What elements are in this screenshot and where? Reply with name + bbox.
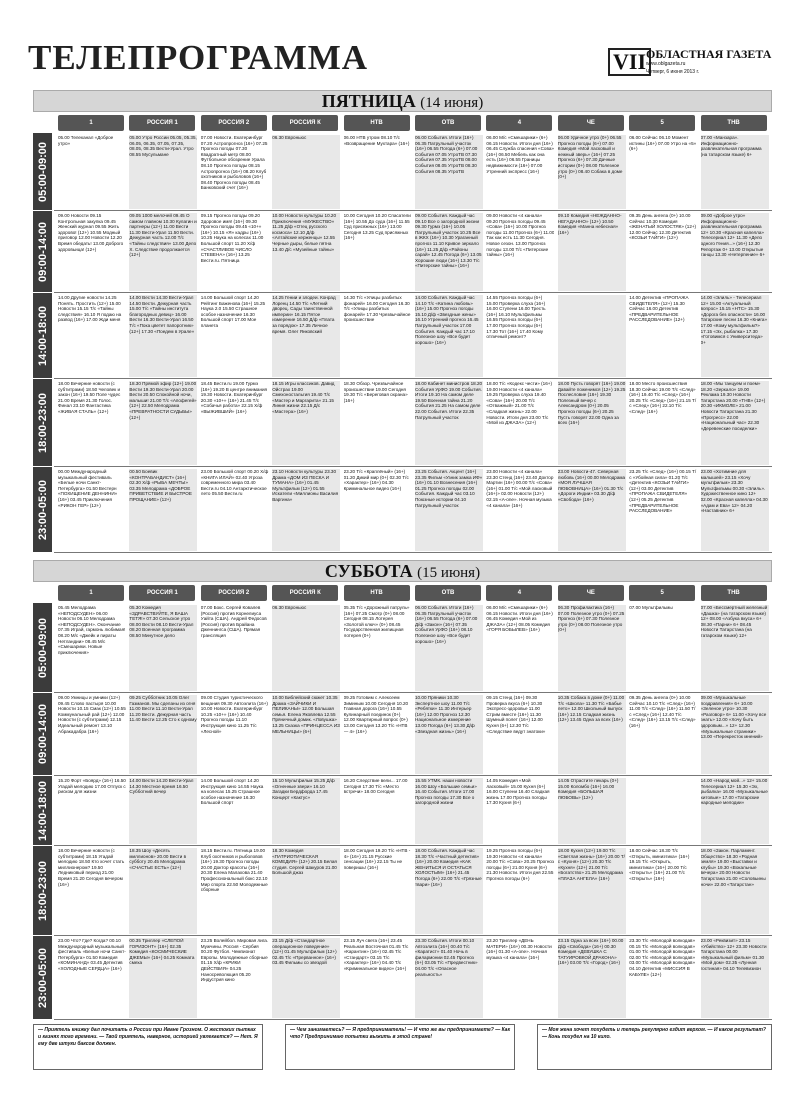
program-listing: 23.30 Т/с «Молодой волкодав» 00.15 Т/с «Молодой волкодав» 01.00 Т/с «Молодой волкодав» 02.00 Т/с «Молодой волкодав» 03.00 Т/с «Молодой волкодав» 04.10 Детектив «МИССИЯ В КАБУЛЕ» (12+): [629, 938, 696, 977]
program-listing: 18.30 Обзор. Чрезвычайное происшествие 19.00 Сегодня 19.30 Т/с «Береговая охрана» (16+): [343, 381, 408, 403]
channel-logo: 4: [486, 115, 552, 131]
program-listing: 09.25 Субботник 10.05 Олег Газманов. Мы сделаны из огня 11.00 Вести 11.10 Вести-Урал 11.20 Вести. Дежурная часть 11.40 Вести 12.25 Сто к одному: [129, 695, 197, 774]
program-listing: 14.00 Вести 14.30 Вести-Урал 14.50 Вести. Дежурная часть 15.00 Т/с «Тайны института благородных девиц» 16.00 Вести 16.30 Вести-Урал 16.50 Т/с «Пока цветет папоротник» (12+) 17.30 «Поедем в Урале»: [129, 295, 197, 377]
program-listing: 18.15 Игры классиков. Давид Ойстрах 19.00 Смехоностальгия 19.40 Т/с «Мастер и Маргарита» 21.15 Линия жизни 22.15 Д/с «Мастера» (16+): [272, 381, 340, 465]
program-listing: 14.00 События. Каждый час 14.10 Т/с «Катина любовь» (16+) 15.00 Прогноз погоды 15.10 Д/ф «Звездные жены» 16.10 Утренний прогноз 16.45 Патрульный участок 17.00 События. Каждый час 17.10 Полезное шоу «Все будет хорошо» (16+): [415, 295, 483, 377]
program-listing: 23.10 Новости культуры 23.30 Драма «ДОМ ИЗ ПЕСКА И ТУМАНА» (16+) 01.45 Мультфильм (12+) 01.55 Искатели «Миллионы Василия Варгина»: [272, 469, 340, 551]
program-listing: 18.00 Кабинет министров 18.20 События УрФО 19.00 События. Итоги 19.10 На самом деле 19.50 Военная тайна 21.20 События 21.25 На самом деле 22.00 События. Итоги 22.35 Патрульный участок: [415, 381, 483, 465]
program-listing: 14.05 Отрастите пекарь (0+) 15.00 Коломбо (16+) 16.00 Комедия «БОЛЬШАЯ ЛЮБОВЬ» (12+): [558, 778, 626, 844]
time-range: 18:00-23:00: [36, 392, 49, 453]
program-listing: 18.00 Место происшествия 18.30 Сейчас 19.00 Т/с «След» (16+) 19.40 Т/с «След» (16+) 20.25 Т/с «След» (16+) 21.15 Т/с «След» (16+) 22.10 Т/с «След» (16+): [629, 381, 697, 414]
program-listing: 19.25 Прогноз погоды (6+) 19.30 Новости «4 канала» 20.00 Т/с «Сова» 20.25 Прогноз погоды (6+) 21.00 Кухня (6+) 21.30 Новости. Итоги дня 22.55 Прогноз погоды (6+): [486, 848, 555, 881]
program-listing: 10.00 Пряники 10.30 Экспертное шоу 11.00 Т/с «Ребятки» 11.30 Интерьер (16+) 12.00 Прогноз 12.30 Национальное измерение 13.00 Погода (6+) 13.30 Д/ф «Звездная жизнь» (16+): [415, 695, 483, 774]
program-listing: 10.00 Новости культуры 10.20 Приключения «МУЖЕСТВО» 11.25 Д/ф «Отец русского космоса» 12.10 Д/ф «Алтайские керженцы» 12.55 Черные дыры, белые пятна 13.40 Д/с «Музейные тайны»: [272, 213, 340, 291]
program-listing: 14.00 Большой спорт 14.20 Рейтинг Баженова (16+) 15.25 Наука 2.0 15.50 Страшное особое назначение 16.30 Большой спорт 17.00 Мое планета: [200, 295, 266, 328]
program-listing: 18.00 Пусть говорят (16+) 19.00 Давайте поженимся (12+) 19.25 Послесловие (16+) 19.30 Полезный вечер с Александром (0+) 20.05 Прогноз погоды (6+) 20.25 Пусть говорят 22.00 Одна за всех (16+): [558, 381, 626, 465]
program-listing: 00.00 Международный музыкальный фестиваль «Белые ночи Санкт-Петербурга» 01.50 Вестерн «ПОХИЩЕНИЕ ДЕННИНИ» (16+) 03.45 Приключения «РИКОН ГЕР» (12+): [58, 469, 118, 508]
channel-logo: ОТВ: [415, 585, 481, 601]
program-listing: 07.00 «Манзара». Информационно-развлекательная программа (на татарском языке) 6+: [701, 135, 769, 209]
channel-logos-row: [54, 114, 772, 132]
time-range: 18:00-23:00: [36, 860, 49, 921]
program-listing: 23.25 Т/с «След» (16+) 00.15 Т/с «Убойная сила» 01.20 Т/с «Детектив «КОЗЬИ ТАЙГИ» (12+) 03.00 Детектив «ПРОПАЖА СВИДЕТЕЛЯ» (12+) 05.25 Детектив «ПРЕДВАРИТЕЛЬНОЕ РАССЛЕДОВАНИЕ»: [629, 469, 697, 514]
program-listing: 23.00 «Реквизит» 23.15 «Убийство» 12+ 23.30 Новости Татарстана 00.00 «Музыкальный фильм» 01.30 «Мой дом» 02.35 «Лунная гостиная» 04.10 Телевизион: [701, 938, 769, 1018]
channel-logo: НТВ: [344, 585, 410, 601]
program-listing: 14.25 Гении и злодеи. Конрад Лоренц 14.50 Т/с «Летний дворец. Сады таинственной империи» 16.15 Пятое измерение 16.50 Д/ф «Плата за порядок» 17.35 Личное время. Олег Янковский: [272, 295, 340, 377]
schedule-row: [54, 211, 772, 293]
program-listing: 10.00 Библейский сюжет 10.35 Драма «ЗАЙЧИКИ И ПЕЛИКАНЫ» 12.00 Большая семья. Елена Яковлева 12.55 Пряничный домик. «Ловушка» 13.25 Сказка «ПРИНЦЕССА ИЗ МЕЛЬНИЦЫ» (6+): [272, 695, 340, 774]
channel-logo: 5: [629, 585, 695, 601]
program-listing: 09.00 «Доброе утро» Информационно-развлекательная программа 12+ 10.30 «Красная капелла» Телесериал 12+ 11.30 «Дело одного Гения...» (16+) 12.30 Репортаж 0+ 13.00 Открытые танцы 13.30 «Нетерпение» 6+: [701, 213, 769, 291]
program-listing: 14.05 Комедия «Мой ласковый» 15.00 Кухня (6+) 16.00 Ступени 16.40 Сладкая жизнь 17.00 Прогноз погоды 17.30 Кухня (6+): [486, 778, 550, 806]
program-listing: 09.00 Новости «4 канала» 09.20 Прогноз погоды 09.45 «Сова» (16+) 10.00 Прогноз погоды 11.00 Прогноз (6+) 11.00 Так как есть 11.30 Сегодня. Новое сезон. 13.00 Прогноз погоды 13.00 Т/с «Питерские тайны» (16+): [486, 213, 555, 258]
program-listing: 18.00 События. Каждый час 18.30 Т/с «Частный детектив» (16+) 20.00 Комедия «КАК ЖЕНИТЬСЯ И ОСТАТЬСЯ ХОЛОСТЫМ» (16+) 21.45 Погода (6+) 22.00 Т/с «Грязные твари» (16+): [415, 848, 483, 934]
time-range: 14:00-18:00: [36, 305, 49, 366]
program-listing: 23.30 События. Итоги 00.10 Автоэлита (16+) 00.40 Т/с «Каратист» 01.40 Ночь в филармонии 02.45 Прогноз (6+) 03.05 Т/с «Предвестник» 04.00 Т/с «Опасное реальность»: [415, 938, 483, 1018]
joke-box: — Чем занимаетесь? — Я предприниматель! — И что же вы предпринимаете? — Как что? Предпринимаю попытки выжить в этой стране!: [285, 1024, 515, 1070]
program-listing: 18.00 Кухня (12+) 19.00 Т/с «Светлая жизнь» (16+) 20.00 Т/с «Кухня» (12+) 20.30 Т/с «Кухня» (12+) 21.00 Т/с «Богатство» 21.25 Мелодрама «ПЛАЗА АНГЕЛА» (16+): [558, 848, 626, 934]
program-listing: 23.00 «Хотимние для малышей» 23.15 «Хочу мультфильм» 23.30 Мультфильмы 00.30 «Элиль». Художественное кино 12+ 02.00 «Красная капелла» 04.30 «Адам и Ева» 12+ 04.20 «Наставник» 6+: [701, 469, 769, 551]
program-listing: 23.00 Большой спорт 00.20 Х/ф «КНИГА ИЛАЙ» 02.40 Угроза современного мира 03.40 Вести.ru 04.10 Антарктическое лето 05.50 Вести.ru: [200, 469, 269, 497]
program-listing: 06.00 М/с «Смешарики» (6+) 06.15 Новости. Итоги дня (16+) 06.45 Комедия «Мой из ДЖАЗА» (12+) 08.05 Комедия «ГОРЯ БОБЫЛЕВ» (16+): [486, 605, 553, 633]
program-listing: 14.55 Прогноз погоды (6+) 15.00 Проверка слуха (16+) 16.00 Ступени 16.00 Тресть (16+) 16.10 Мультфильмы 16.55 Прогноз погоды (6+) 17.00 Прогноз погоды (6+) 17.30 Тот (16+) 17.40 Кому отличный ремонт?: [486, 295, 546, 340]
schedule-row: [54, 293, 772, 379]
time-slot-label: [33, 693, 52, 775]
program-listing: 18.00 «Мы танцуем и поем» 18.20 «Зеркало» 19.00 Реклама 19.30 Новости Татарстана 20.00 «ТНВ» (12+) 20.30 «ИКМОЛЕ» 21.00 Новости Татарстана 21.30 «Прогресс» 22.00 «Национальный час» 22.30 «Деревенские посиделки»: [701, 381, 769, 465]
program-listing: 16.20 Следствие вели... 17.00 Сегодня 17.30 Т/с «Место встречи» 18.00 Сегодня: [343, 778, 408, 795]
program-listing: 09.35 День ангела (0+) 10.00 Сейчас 10.30 Комедия «ЖЕНАТЫЙ ХОЛОСТЯК» (12+) 12.00 Сейчас 12.30 Детектив «КОЗЬИ ТАЙГИ» (12+): [629, 213, 697, 241]
program-listing: 14.00 «Элиль» - Телесериал 12+ 15.00 «Актуальный вопрос» 15.15 «НТС» 15.30 «Дорога без опасности» 16.00 Татарские песни 16.30 «Книга» 17.00 «Кому мультфильм?» 17.15 «Эх, рыбалка» 17.30 «Готовимся с Университеда» 0+: [701, 295, 769, 377]
program-listing: 23.00 Новости-47. Северная любовь (16+) 00.00 Мелодрама «МОЯ ЛУЧШАЯ ЛЮБОВНИЦА» (16+) 01.30 Т/с «Дороги Индии» 03.30 Д/ф «Свобода» (16+): [558, 469, 626, 551]
program-listing: 06.00 НТВ утром 08.10 Т/с «Возвращение Мухтара» (16+): [343, 135, 410, 146]
program-listing: 09.00 События. Каждый час 09.10 Все о загородной жизни 09.30 Гурмэ (16+) 10.05 Патрульный участок 10.25 Все в ЖКХ (16+) 10.30 Ураганный прогноз 11.10 Кривое зеркало (16+) 11.25 Д/ф «Районы сарай» 12.45 Погода (6+) 13.05 Хорошие люди (16+) 13.30 Т/с «Питерские тайны» (16+): [415, 213, 483, 291]
channel-logo: РОССИЯ 2: [201, 585, 267, 601]
channel-logo: ЧЕ: [558, 115, 624, 131]
program-listing: 23.00 Новости «4 канала» 23.30 Стенд (16+) 23.40 Доктор Мартин (16+) 00.00 Т/с «Сова» (16+) 01.00 Т/с «Мой ласковый (16+)» 02.00 Новости (12+) 02.15 «А-one». Ночная музыка «4 канала» (16+): [486, 469, 554, 508]
time-range: 23:00-05:00: [36, 947, 49, 1008]
schedule-row: [54, 693, 772, 776]
channel-logo: РОССИЯ 2: [201, 115, 267, 131]
program-listing: 18.35 Шоу «Десять миллионов» 20.00 Вести в субботу 20.45 Мелодрама «СЧАСТЬЕ ЕСТЬ» (12+): [129, 848, 197, 934]
time-slot-label: [33, 846, 52, 935]
program-listing: 14.00 Большой спорт 14.20 Инструкция кино 14.55 Наука на колесах 15.25 Страшное особое назначение 16.30 Большой спорт: [200, 778, 264, 806]
schedule-row: [54, 936, 772, 1020]
program-listing: 09.00 Новости 09.15 Контрольная закупка 09.45 Женский журнал 09.55 Жить здорово! (12+) 10.55 Модный приговор 12.00 Новости 12.20 Время обедать! 13.00 Доброго здоровьица! (12+): [58, 213, 124, 252]
program-listing: 06.00 Удачное утро (0+) 06.55 Прогноз погоды (6+) 07.00 Комедия «Мой ласковый и нежный зверь» (16+) 07.25 Прогноз (6+) 07.30 Дачные истории (0+) 08.00 Полезное утро (0+) 08.40 Собака в доме (0+): [558, 135, 626, 209]
program-listing: 23.25 События. Акцент (16+) 23.35 Фильм «Узник замка ИФ» (16+) 01.10 Вознесения (16+) 01.25 Прогноз погоды 02.00 События. Каждый час 03.10 Поюзные истории 04.10 Патрульный участок: [415, 469, 483, 551]
time-range: 05:00-09:00: [36, 617, 49, 678]
joke-box: — Моя жена хочет похудеть и теперь регулярно ездит верхом. — И каков результат? — Конь похудел на 10 кило.: [537, 1024, 772, 1070]
channel-logo: 4: [486, 585, 552, 601]
channel-logo: 1: [58, 585, 124, 601]
program-listing: 05.45 Мелодрама «НЕПОДСУДЕН» 06.00 Новости 06.10 Мелодрама «НЕПОДСУДЕН». Окончание 07.35 Играй, гармонь любимая! 08.20 М/с «Джейк и пираты Нетландии» 08.45 М/с «Смешарики. Новые приключения»: [58, 605, 126, 655]
program-listing: 07.00 Мультфильмы: [629, 605, 673, 610]
program-listing: 18.00 Сейчас 18.30 Т/с «Открыть, миниэтика» (16+) 19.15 Т/с «Открыть, миниэтика» (16+) 20.00 Т/с «Открыть» (16+) 21.00 Т/с «Открыть» (16+): [629, 848, 690, 881]
program-listing: 09.10 Комедия «НЕЖДАННО-НЕГАДАННО» (12+) 10.50 Комедия «Манна небесная» (16+): [558, 213, 626, 291]
program-listing: 06.30 Евроньюс: [272, 135, 340, 209]
program-listing: 10.35 Собака в доме (0+) 11.00 Т/с «Школа» 11.30 Т/с «Бабье лето» 12.00 Школьный выпуск (16+) 12.15 Сладкая жизнь (12+) 13.45 Одна за всех (16+): [558, 695, 626, 774]
program-listing: 00.35 Триллер «СЛЕПОЙ ГОРИЗОНТ» (16+) 02.35 Комедия «КОСМИЧЕСКИЕ ДЖЕМЫ» (16+) 04.25 Комната смеха: [129, 938, 197, 1018]
program-listing: 14.00 «Народ мой...» 12+ 15.00 Телесериал 12+ 15.30 «Эх, рыбалка» 16.00 «Музыкальные хитовые» 17.00 «Татарские народные мелодии»: [701, 778, 769, 844]
time-slot-label: [33, 467, 52, 552]
program-listing: 10.00 Сегодня 10.20 Спасатели (16+) 10.55 До суда (16+) 11.55 Суд присяжных (16+) 13.00 Сегодня 13.25 Суд присяжных (16+): [343, 213, 411, 241]
time-range: 09:00-14:00: [36, 221, 49, 282]
time-range: 09:00-14:00: [36, 704, 49, 764]
program-listing: 14.30 Т/с «Улицы разбитых фонарей» 16.00 Сегодня 16.30 Т/с «Улицы разбитых фонарей» 17.30 Чрезвычайное происшествие: [343, 295, 411, 323]
program-listing: 23.20 Триллер «ДЕНЬ МАТЕРИ» (16+) 00.30 Новости (16+) 01.30 «A-one». Ночная музыка «4 канала» (16+): [486, 938, 552, 960]
program-listing: 06.30 Профилактика (16+) 07.00 Полезное утро (0+) 07.25 Прогноз (6+) 07.30 Полезное утро (0+) 08.00 Полезное утро (0+): [558, 605, 626, 691]
program-listing: 23.00 Что? Где? Когда? 00.10 Международный музыкальный фестиваль «Белые ночи Санкт-Петербурга» 01.50 Комедия «КОМИНАНД» 03.45 Детектив «ХОЛОДНЫЕ СЕРДЦА» (16+): [58, 938, 126, 971]
channel-logo: ТНВ: [701, 585, 767, 601]
program-listing: 23.25 Волейбол. Мировая лига. Мужчины. Россия - Сербия 00.20 Футбол. Чемпионат Европы. Молодежные сборные 01.15 Х/ф «КРИКИ ДЕЙСТВИЯ» 04.25 Наносреволюция 05.20 Индустрия кино: [200, 938, 269, 983]
program-listing: 18.00 Вечерние новости (с субтитрами) 18.15 Угадай мелодию 18.50 Кто хочет стать миллионером? 19.50 Ледниковый период 21.00 Время 21.20 Сегодня вечером (16+): [58, 848, 125, 887]
program-listing: 14.00 Детектив «ПРОПАЖА СВИДЕТЕЛЯ» (12+) 15.30 Сейчас 16.00 Детектив «ПРЕДВАРИТЕЛЬНОЕ РАССЛЕДОВАНИЕ» (12+): [629, 295, 689, 323]
time-range: 23:00-05:00: [36, 479, 49, 540]
program-listing: 06.00 М/с «Смешарики» (6+) 06.15 Новости. Итоги дня (16+) 06.45 Служба спасения «Сова» (16+) 06.50 Мебель как она есть (16+) 06.55 Границы недвижимости (16+) 07.00 Утренний экспресс (16+): [486, 135, 554, 174]
program-listing: [629, 778, 697, 844]
program-listing: 09.00 «Музыкальные поздравления» 6+ 10.00 «Зеленое утро» 10.30 «Разговор» 6+ 11.00 «Хочу все знать» 12.00 «Хочу быть здоровым...» 12+ 12.30 «Музыкальные страники» 13.00 «Перекресток мнений»: [701, 695, 769, 774]
schedule-row: [54, 133, 772, 211]
channel-logo: РОССИЯ К: [272, 115, 338, 131]
program-listing: 09.25 Готовим с Алексеем Зиминым 10.00 Сегодня 10.20 Главная дорога (16+) 10.55 Кулинарный поединок (0+) 12.00 Квартирный вопрос (0+) 13.00 Сегодня 13.20 Т/с «НТВ — 4» (16+): [343, 695, 409, 734]
program-listing: 00.50 Боевик «КОНТРАБАНДИСТ» (16+) 02.30 Х/ф «РЫБА МЕЧТЫ» 03.35 Мелодрама «ДОБРОЕ ПРИВЕТСТВИЕ И БЫСТРОЕ ПРОЩАНИЕ» (12+): [129, 469, 197, 551]
day-banner-friday: [33, 90, 772, 112]
program-listing: 23.15 Д/ф «Стандартное операционное поведение» (12+) 01.45 Мультфильм (12+) 02.45 Т/с «Прерванное» (16+) 03.45 Фильмы со звездой: [272, 938, 340, 1018]
schedule-row: [54, 379, 772, 467]
page-number: VII: [608, 48, 651, 76]
program-listing: 07.00 Новости. Екатеринбург 07.20 Астропрогноз (16+) 07.25 Прогноз погоды 07.30 Квадратный метр 08.00 Футбольное обозрение Урала 08.10 Прогноз погоды 08.15 Астропрогноз (16+) 08.20 Клуб охотников и рыболовов (16+) 08.40 Прогноз погоды 08.45 Банковский счет (16+): [200, 135, 268, 191]
program-listing: 23.15 Одна за всех (16+) 00.00 Д/ф «Свобода» (16+) 00.30 Комедия «ДЕВУШКА С ТАТУИРОВКОЙ ДРАКОНА» (16+) 03.00 Т/с «Город» (16+): [558, 938, 626, 1018]
time-slot-label: [33, 776, 52, 845]
program-listing: 09.35 День ангела (0+) 10.00 Сейчас 10.10 Т/с «След» (16+) 11.00 Т/с «След» (16+) 11.50 Т/с «След» (16+) 12.40 Т/с «След» (16+) 13.15 Т/с «След» (16+): [629, 695, 696, 728]
program-listing: 23.15 Луч света (16+) 23.45 Реальная Восточная 01.45 Т/с «Карантин» (16+) 02.45 Т/с «Стандарт» 03.15 Т/с «Характер» (16+) 04.40 Т/с «Криминальное видео» (16+): [343, 938, 409, 971]
program-listing: 06.00 События. Итоги (16+) 06.35 Патрульный участок (16+) 06.55 Погода (6+) 07.00 События 07.05 УтроТВ 07.30 События 07.35 УтроТВ 08.00 События 08.05 УтроТВ 08.30 События 08.35 УтроТВ: [415, 135, 483, 209]
day-name: ПЯТНИЦА: [321, 91, 416, 111]
time-slot-label: [33, 211, 52, 292]
day-date: (15 июня): [417, 565, 481, 581]
joke-box: — Приятель книжку дал почитать о России при Иване Грозном. О жестоких пытках и казнях того времени. — Твой приятель, наверное, историей увлекается? — Нет. Я ему две штуки баксов должен.: [33, 1024, 263, 1070]
schedule-row: [54, 776, 772, 846]
program-listing: 05.00 Телеканал «Доброе утро»: [58, 135, 114, 146]
day-name: СУББОТА: [324, 561, 413, 581]
program-listing: 23.20 Т/с «Краплёный» (16+) 01.20 Дикий мир (0+) 02.30 Т/с «Характер» (16+) 04.30 Криминальное видео (16+): [343, 469, 409, 491]
program-listing: 06.00 Сейчас 06.10 Момент истины (16+) 07.00 Утро на «5» (6+): [629, 135, 697, 152]
page-header: [28, 38, 778, 78]
program-listing: 18.45 Вести.ru 19.00 Гурмэ (16+) 19.20 В центре внимания 19.30 Новости. Екатеринбург 20.30 «10+» (16+) 21.45 Т/с «Собачья работа» 22.15 Х/ф «ВЫЖИВШИЙ» (16+): [200, 381, 268, 414]
newspaper-name: ОБЛАСТНАЯ ГАЗЕТА: [646, 47, 772, 61]
channel-logos-row: [54, 584, 772, 602]
channel-logo: ТНВ: [701, 115, 767, 131]
schedule-row: [54, 846, 772, 936]
program-listing: 09.00 Студия туристического вещания 09.30 Автоэлита (16+) 10.00 Новости. Екатеринбург 10.25 «10+» (16+) 10.40 Прогноз погоды 11.10 Инструкция кино 11.25 Т/с «Лесной»: [200, 695, 268, 734]
time-slot-label: [33, 293, 52, 378]
day-date: (14 июня): [420, 95, 484, 111]
channel-logo: РОССИЯ К: [272, 585, 338, 601]
time-slot-label: [33, 379, 52, 466]
program-listing: 15.20 Форт «Боярд» (16+) 16.50 Угадай мелодию 17.00 Отпуск с риском для жизни: [58, 778, 126, 795]
program-listing: 05.35 Т/с «Дорожный патруль» (16+) 07.25 Смотр (0+) 08.00 Сегодня 08.15 Лотерея «Золотой ключ» (0+) 08.45 Государственная жилищная лотерея (0+): [343, 605, 410, 638]
program-listing: 18.30 Комедия «ПАТРИОТИЧЕСКАЯ КОМЕДИЯ» (12+) 20.15 Белая студия. Сергей Шакуров 21.00 Большой джаз: [272, 848, 340, 934]
newspaper-site: www.oblgazeta.ru: [646, 61, 686, 67]
program-listing: 06.30 Евроньюс: [272, 605, 340, 691]
program-listing: 18.00 Вечерние новости (с субтитрами) 18.50 Человек и закон (16+) 19.50 Поле чудес 21.00 Время 21.30 Голос. Финал 23.10 Фантастика «ЖИВАЯ СТАЛЬ» (12+): [58, 381, 121, 414]
program-listing: 09.00 Умницы и умники (12+) 09.45 Слово пастыря 10.00 Новости 10.15 Смак (12+) 10.55 Коммунальный рай (12+) 12.00 Новости (с субтитрами) 12.15 Идеальный ремонт 13.10 Абракадабра (16+): [58, 695, 126, 734]
channel-logo: ОТВ: [415, 115, 481, 131]
channel-logo: ЧЕ: [558, 585, 624, 601]
program-listing: 18.00 «Закон. Парламент. Общество» 18.30 «Родная земля» 19.00 «Выставки и клубы» 19.30 «Вокальные вечера» 20.00 Новости Татарстана 21.00 «Соловьины ночи» 22.00 «Татарстан»: [701, 848, 769, 934]
time-slot-label: [33, 936, 52, 1019]
program-listing: 15.10 Мультфильм 15.25 Д/ф «Огненные звери» 16.10 Загадки Бердфорда 17.45 Концерт «Кактус»: [272, 778, 340, 844]
program-listing: 07.00 Бокс. Сергей Ковалев (Россия) против Корнелиуса Уайта (США). Андрей Федосов (Россия) против Брайана Дженнингса (США). Прямая трансляция: [200, 605, 267, 638]
program-listing: 07.00 «Бессмертный железный «Дашка» (на татарском языке) 12+ 08.00 «Азбука вкуса» 6+ 08.30 «Парни» 6+ 08.45 Новости Татарстана (на татарском языке) 12+: [701, 605, 769, 691]
time-range: 05:00-09:00: [36, 141, 49, 202]
time-slot-label: [33, 133, 52, 210]
program-listing: 06.00 События. Итоги (16+) 06.35 Патрульный участок (16+) 06.55 Погода (6+) 07.00 Д/ф «Закон» (16+) 07.35 События УрФО (16+) 08.10 Полезное шоу «Все будет хорошо» (16+): [415, 605, 483, 691]
schedule-row: [54, 603, 772, 693]
schedule-row: [54, 467, 772, 553]
program-listing: 18.00 Т/с «Кодекс чести» (16+) 19.00 Новости «4 канала» 19.25 Проверка слуха 19.40 «Сова» (16+) 20.00 Т/с «Отважный» 21.00 Т/с «Сладкая жизнь» 22.00 Новости. Итоги дня 23.00 Т/с «Мой из ДЖАЗА» (12+): [486, 381, 552, 426]
program-listing: 18.30 Прямой эфир (12+) 19.00 Вести 19.30 Вести-Урал 20.00 Вести 20.50 Спокойной ночи, малыши! 21.00 Т/с «Апофегей» (12+) 22.50 Мелодрама «ПРЕВРАТНОСТИ СУДЬБЫ» (12+): [129, 381, 197, 465]
channel-logo: РОССИЯ 1: [129, 585, 195, 601]
channel-logo: НТВ: [344, 115, 410, 131]
time-range: 14:00-18:00: [36, 780, 49, 841]
page-title: ТЕЛЕПРОГРАММА: [28, 38, 369, 77]
program-listing: 14.00 Вести 14.20 Вести-Урал 14.30 Местное время 16.50 Субботний вечер: [129, 778, 197, 844]
program-listing: 09.05 1000 мелочей 09.45 О самом главном 10.30 Кулагин и партнеры (12+) 11.00 Вести 11.30 Вести-Урал 11.50 Вести. Дежурная часть 12.00 Т/с «Тайны следствия» 13.00 Дело X. Следствие продолжается (12+): [129, 213, 197, 291]
channel-logo: 1: [58, 115, 124, 131]
program-listing: 18.00 Сегодня 19.20 Т/с «НТВ - 4» (16+) 21.15 Русские сенсации (16+) 22.15 Ты не поверишь! (16+): [343, 848, 411, 870]
program-listing: 14.00 Другие новости 14.25 Понять. Простить (12+) 15.00 Новости 15.15 Т/с «Тайны следствия» 16.10 Я подаю на развод (16+) 17.00 Жди меня: [58, 295, 122, 323]
channel-logo: РОССИЯ 1: [129, 115, 195, 131]
program-listing: 18.15 Вести.ru. Пятница 19.00 Клуб охотников и рыболовов (16+) 19.30 Прогноз погоды 20.00 Доктор красоты (16+) 20.30 Елена Малахова 21.40 Профессиональный бокс 22.10 Мир спорта 22.50 Молодежные сборные: [200, 848, 268, 893]
time-slot-label: [33, 603, 52, 692]
program-listing: 15.55 УТМК. наши новости 16.00 Шоу «Большие семьи» 16.40 События. Итоги 17.00 Прогноз погоды 17.30 Все о загородной жизни: [415, 778, 483, 844]
program-listing: 05.00 Утро России 05.05, 05.35, 06.05, 06.35, 07.05, 07.35, 08.05, 08.35 Вести-Урал. Утро 08.55 Мусульмане: [129, 135, 197, 209]
channel-logo: 5: [629, 115, 695, 131]
program-listing: [558, 295, 626, 377]
program-listing: 05.30 Комедия «ЗДРАВСТВУЙТЕ, Я ВАША ТЕТЯ!» 07.30 Сельское утро 08.00 Вести 08.10 Вести-Урал 08.20 Военная программа 08.50 Минутное дело: [129, 605, 197, 691]
program-listing: 09.15 Прогноз погоды 09.20 Здоровое имя! (16+) 09.30 Прогноз погоды 09.45 «10+» (16+) 10.15 «Я» кадры (16+) 10.25 Наука на колесах 11.00 Большой спорт 11.20 Х/ф «СЧАСТЛИВОЕ ЧИСЛО СТЕВЕНА» (16+) 13.25 Вести.ru. Пятница: [200, 213, 264, 263]
program-listing: 09.15 Стенд (16+) 09.30 Проверка вкуса (6+) 10.30 Экспресс-здоровье 11.00 Стрим вместе (16+) 11.30 Шумный полет (16+) 12.00 Кухня (6+) 12.30 Т/с «Следствие ведут знатоки»: [486, 695, 546, 734]
day-banner-saturday: [33, 560, 772, 582]
issue-date: Четверг, 6 июня 2013 г.: [646, 69, 700, 75]
